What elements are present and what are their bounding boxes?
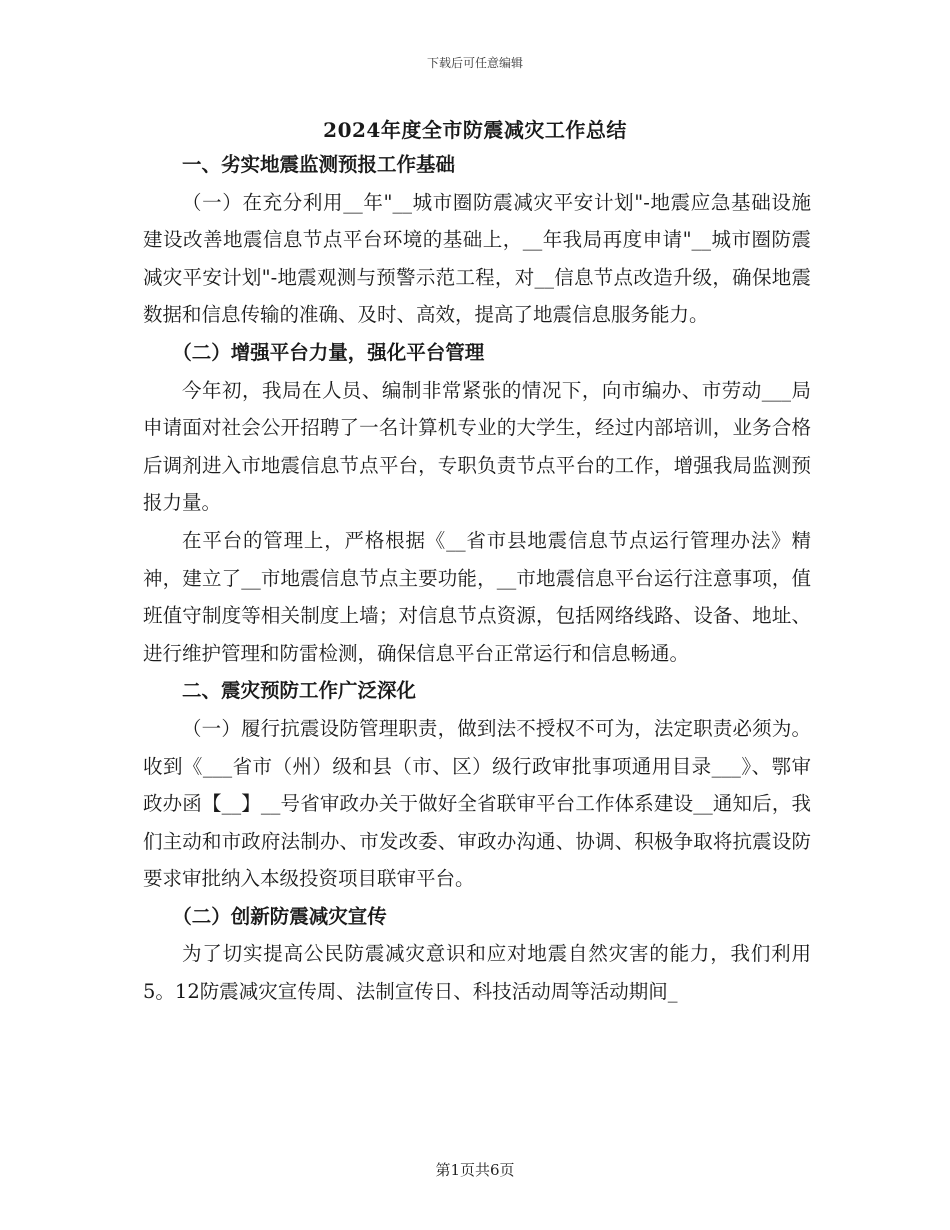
header-note: 下载后可任意编辑 (426, 56, 523, 70)
paragraph-1-1: （一）在充分利用__年"__城市圈防震减灾平安计划"-地震应急基础设施建设改善地震信息节点平台环境的基础上，__年我局再度申请"__城市圈防震减灾平安计划"-地震观测与预警示范工程，对__信息节点改造升级，确保地震数据和信息传输的准确、及时、高效，提高了地震信息服务能力。 (143, 190, 811, 327)
subheading-1-2: （二）增强平台力量，强化平台管理 (172, 340, 485, 364)
paragraph-1-2a: 今年初，我局在人员、编制非常紧张的情况下，向市编办、市劳动___局申请面对社会公开招聘了一名计算机专业的大学生，经过内部培训，业务合格后调剂进入市地震信息节点平台，专职负责节点平台的工作，增强我局监测预报力量。 (143, 378, 811, 515)
section-heading-1: 一、劣实地震监测预报工作基础 (182, 153, 456, 176)
paragraph-1-2b: 在平台的管理上，严格根据《__省市县地震信息节点运行管理办法》精神，建立了__市地震信息节点主要功能，__市地震信息平台运行注意事项，值班值守制度等相关制度上墙；对信息节点资源，包括网络线路、设备、地址、进行维护管理和防雷检测，确保信息平台正常运行和信息畅通。 (143, 528, 811, 665)
paragraph-2-2: 为了切实提高公民防震减灾意识和应对地震自然灾害的能力，我们利用5。12防震减灾宣传周、法制宣传日、科技活动周等活动期间_ (143, 942, 811, 1004)
document-body (143, 146, 811, 1011)
page-number: 第1页共6页 (435, 1161, 515, 1179)
paragraph-2-1: （一）履行抗震设防管理职责，做到法不授权不可为，法定职责必须为。收到《___省市（州）级和县（市、区）级行政审批事项通用目录___》、鄂审政办函【__】__号省审政办关于做好全省联审平台工作体系建设__通知后，我们主动和市政府法制办、市发改委、审政办沟通、协调、积极争取将抗震设防要求审批纳入本级投资项目联审平台。 (143, 716, 811, 891)
subheading-2-2: （二）创新防震减灾宣传 (172, 904, 387, 928)
section-heading-2: 二、震灾预防工作广泛深化 (182, 679, 417, 703)
document-title: 2024年度全市防震减灾工作总结 (323, 118, 627, 142)
